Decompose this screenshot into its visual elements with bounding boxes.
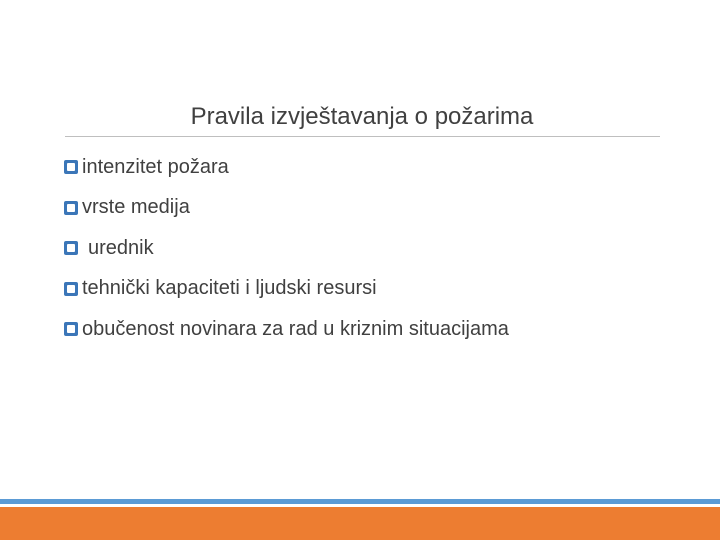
bullet-label: obučenost novinara za rad u kriznim situacijama (82, 317, 509, 340)
bullet-label: urednik (88, 236, 154, 259)
list-item (64, 269, 509, 310)
bullet-list (64, 147, 509, 350)
slide-title (0, 103, 720, 131)
bullet-label: intenzitet požara (82, 155, 229, 178)
square-bullet-icon (64, 282, 78, 296)
bullet-label: vrste medija (82, 196, 190, 219)
square-bullet-icon (64, 241, 78, 255)
bullet-label: tehnički kapaciteti i ljudski resursi (82, 277, 377, 300)
list-item (64, 188, 509, 229)
square-bullet-icon (64, 322, 78, 336)
slide-title-text: Pravila izvještavanja o požarima (190, 103, 534, 130)
title-divider (65, 136, 660, 137)
square-bullet-icon (64, 201, 78, 215)
list-item (64, 228, 509, 269)
list-item (64, 147, 509, 188)
square-bullet-icon (64, 160, 78, 174)
footer-stripe-orange (0, 507, 720, 540)
list-item (64, 309, 509, 350)
